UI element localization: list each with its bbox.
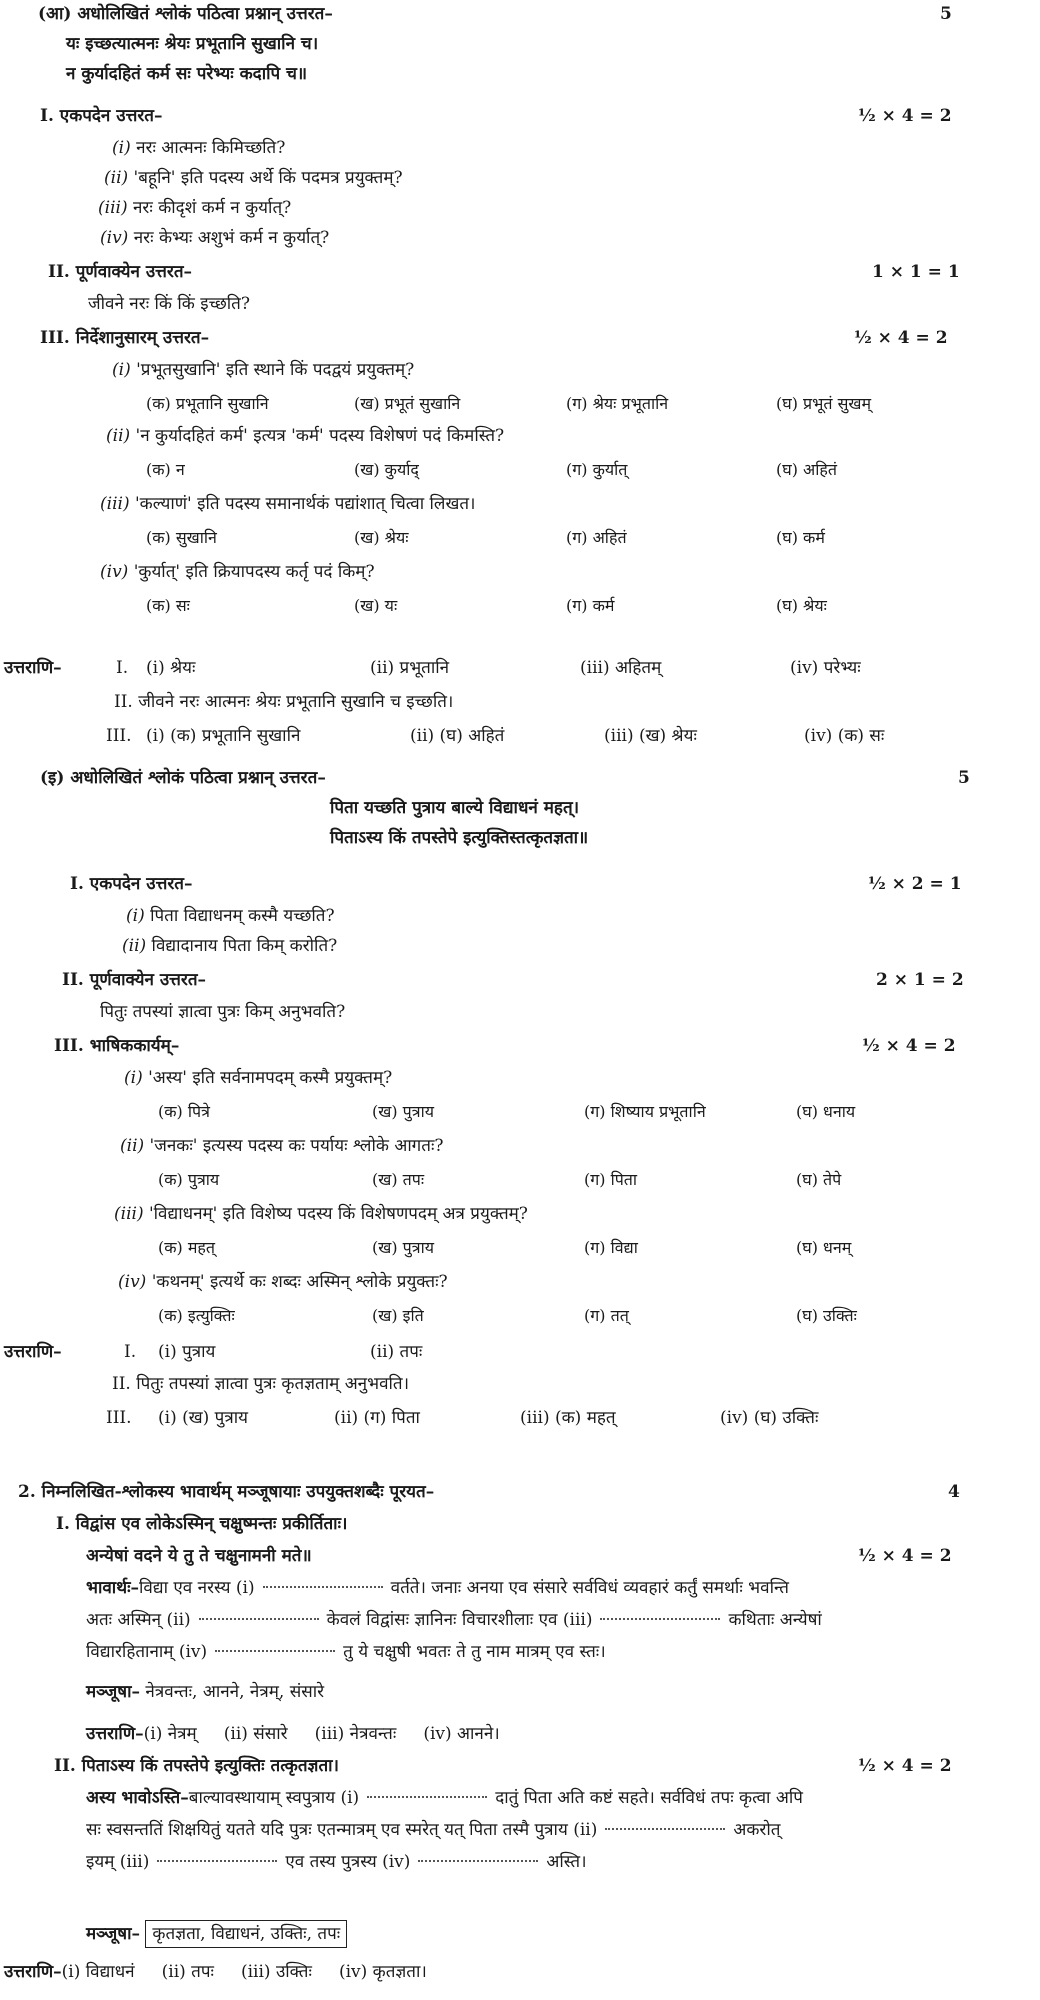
verse-line: अन्येषां वदने ये तु ते चक्षुनामनी मते॥: [86, 1546, 312, 1566]
option: (ख) पुत्राय: [372, 1102, 435, 1121]
option: (घ) धनम्: [796, 1238, 852, 1257]
answer-item: (iv) (क) सः: [804, 726, 885, 746]
question-label: II. पूर्णवाक्येन उत्तरत–: [62, 970, 207, 990]
answer-item: (iii) (ख) श्रेयः: [604, 726, 697, 746]
option: (ग) तत्: [584, 1306, 629, 1325]
answers-line: उत्तराणि–(i) नेत्रम् (ii) संसारे (iii) नेत्रवन्तः (iv) आनने।: [86, 1724, 500, 1744]
sub-question: (ii) 'बहूनि' इति पदस्य अर्थे किं पदमत्र प्रयुक्तम्?: [104, 168, 403, 188]
option: (घ) उक्तिः: [796, 1306, 857, 1325]
question-marks: ½ × 2 = 1: [868, 874, 962, 894]
option: (क) महत्: [158, 1238, 216, 1257]
verse-line: पिता यच्छति पुत्राय बाल्ये विद्याधनं महत्।: [330, 798, 580, 818]
option: (घ) तेपे: [796, 1170, 842, 1189]
answer-text: II. पितुः तपस्यां ज्ञात्वा पुत्रः कृतज्ञताम् अनुभवति।: [112, 1374, 410, 1394]
option: (ग) कर्म: [566, 596, 615, 615]
sub-question: (iv) नरः केभ्यः अशुभं कर्म न कुर्यात्?: [100, 228, 330, 248]
option: (ग) श्रेयः प्रभूतानि: [566, 394, 669, 413]
bhavarth-line: अतः अस्मिन् (ii) केवलं विद्वांसः ज्ञानिनः विचारशीलाः एव (iii) कथिताः अन्येषां: [86, 1610, 822, 1630]
option: (घ) प्रभूतं सुखम्: [776, 394, 872, 413]
sub-question: (iii) 'कल्याणं' इति पदस्य समानार्थकं पद्यांशात् चित्वा लिखत।: [100, 494, 476, 514]
option: (ग) कुर्यात्: [566, 460, 628, 479]
question-label: I. एकपदेन उत्तरत–: [70, 874, 193, 894]
question-marks: ½ × 4 = 2: [854, 328, 948, 348]
option: (घ) धनाय: [796, 1102, 856, 1121]
option: (ग) शिष्याय प्रभूतानि: [584, 1102, 706, 1121]
option: (ख) तपः: [372, 1170, 425, 1189]
sub-question: (i) पिता विद्याधनम् कस्मै यच्छति?: [126, 906, 335, 926]
sub-question: (ii) विद्यादानाय पिता किम् करोति?: [122, 936, 338, 956]
option: (घ) श्रेयः: [776, 596, 827, 615]
option: (ख) इति: [372, 1306, 424, 1325]
sub-question: (ii) 'न कुर्यादहितं कर्म' इत्यत्र 'कर्म' पदस्य विशेषणं पदं किमस्ति?: [106, 426, 505, 446]
option: (घ) कर्म: [776, 528, 825, 547]
section-aa-marks: 5: [940, 4, 952, 24]
blank-field[interactable]: [418, 1850, 538, 1862]
question-2-heading: 2. निम्नलिखित-श्लोकस्य भावार्थम् मञ्जूषायाः उपयुक्तशब्दैः पूरयत–: [18, 1482, 435, 1502]
option: (ख) श्रेयः: [354, 528, 409, 547]
sub-question: (iii) नरः कीदृशं कर्म न कुर्यात्?: [98, 198, 292, 218]
bhavarth-line: भावार्थः–विद्या एव नरस्य (i) वर्तते। जनाः अनया एव संसारे सर्वविधं व्यवहारं कर्तुं समर्थाः भवन्ति: [86, 1578, 789, 1598]
answer-item: (iv) (घ) उक्तिः: [720, 1408, 819, 1428]
question-label: II. पूर्णवाक्येन उत्तरत–: [48, 262, 193, 282]
sub-question: (i) 'अस्य' इति सर्वनामपदम् कस्मै प्रयुक्तम्?: [124, 1068, 393, 1088]
option: (क) सः: [146, 596, 190, 615]
option: (क) सुखानि: [146, 528, 217, 547]
question-marks: ½ × 4 = 2: [858, 106, 952, 126]
answers-label: उत्तराणि–: [4, 1342, 62, 1362]
answer-item: (i) (ख) पुत्राय: [158, 1408, 248, 1428]
part-marks: ½ × 4 = 2: [858, 1756, 952, 1776]
sub-question: (i) 'प्रभूतसुखानि' इति स्थाने किं पदद्वयं प्रयुक्तम्?: [112, 360, 415, 380]
question-marks: 2 × 1 = 2: [876, 970, 964, 990]
manjusha-box: कृतज्ञता, विद्याधनं, उक्तिः, तपः: [145, 1920, 347, 1948]
option: (क) इत्युक्तिः: [158, 1306, 235, 1325]
answer-item: (ii) (ग) पिता: [334, 1408, 420, 1428]
verse-line: II. पिताऽस्य किं तपस्तेपे इत्युक्तिः तत्कृतज्ञता।: [54, 1756, 339, 1776]
answer-item: (i) (क) प्रभूतानि सुखानि: [146, 726, 301, 746]
question-text: जीवने नरः किं किं इच्छति?: [88, 294, 250, 314]
option: (ग) अहितं: [566, 528, 627, 547]
answer-item: (iv) परेभ्यः: [790, 658, 861, 678]
bhavarth-line: इयम् (iii) एव तस्य पुत्रस्य (iv) अस्ति।: [86, 1852, 587, 1872]
verse-line: न कुर्यादहितं कर्म सः परेभ्यः कदापि च॥: [66, 64, 308, 84]
answer-item: (ii) तपः: [370, 1342, 423, 1362]
bhavarth-line: सः स्वसन्ततिं शिक्षयितुं यतते यदि पुत्रः एतन्मात्रम् एव स्मरेत् यत् पिता तस्मै पुत्राय (ii) अकरोत्: [86, 1820, 781, 1840]
section-i-heading: (इ) अधोलिखितं श्लोकं पठित्वा प्रश्नान् उत्तरत–: [40, 768, 326, 788]
answer-item: (i) पुत्राय: [158, 1342, 216, 1362]
sub-question: (iv) 'कुर्यात्' इति क्रियापदस्य कर्तृ पदं किम्?: [100, 562, 375, 582]
option: (ख) प्रभूतं सुखानि: [354, 394, 461, 413]
sub-question: (iii) 'विद्याधनम्' इति विशेष्य पदस्य किं विशेषणपदम् अत्र प्रयुक्तम्?: [114, 1204, 528, 1224]
option: (ख) कुर्याद्: [354, 460, 419, 479]
question-label: I. एकपदेन उत्तरत–: [40, 106, 163, 126]
answer-item: (ii) (घ) अहितं: [410, 726, 505, 746]
part-marks: ½ × 4 = 2: [858, 1546, 952, 1566]
sub-question: (iv) 'कथनम्' इत्यर्थे कः शब्दः अस्मिन् श्लोके प्रयुक्तः?: [118, 1272, 448, 1292]
answers-label: उत्तराणि–: [4, 658, 62, 678]
manjusha: मञ्जूषा– नेत्रवन्तः, आनने, नेत्रम्, संसारे: [86, 1682, 325, 1702]
manjusha: मञ्जूषा– कृतज्ञता, विद्याधनं, उक्तिः, तपः: [86, 1920, 347, 1948]
option: (ख) पुत्राय: [372, 1238, 435, 1257]
option: (क) पित्रे: [158, 1102, 210, 1121]
answer-text: II. जीवने नरः आत्मनः श्रेयः प्रभूतानि सुखानि च इच्छति।: [114, 692, 454, 712]
answer-roman: I.: [116, 658, 129, 678]
answer-item: (ii) प्रभूतानि: [370, 658, 450, 678]
sub-question: (ii) 'जनकः' इत्यस्य पदस्य कः पर्यायः श्लोके आगतः?: [120, 1136, 444, 1156]
option: (ग) विद्या: [584, 1238, 638, 1257]
blank-field[interactable]: [157, 1850, 277, 1862]
verse-line: पिताऽस्य किं तपस्तेपे इत्युक्तिस्तत्कृतज्ञता॥: [330, 828, 589, 848]
option: (ख) यः: [354, 596, 398, 615]
bhavarth-line: विद्यारहितानाम् (iv) तु ये चक्षुषी भवतः ते तु नाम मात्रम् एव स्तः।: [86, 1642, 606, 1662]
option: (ग) पिता: [584, 1170, 638, 1189]
question-2-marks: 4: [948, 1482, 960, 1502]
bhavarth-line: अस्य भावोऽस्ति–बाल्यावस्थायाम् स्वपुत्राय (i) दातुं पिता अति कष्टं सहते। सर्वविधं तपः कृत्वा अपि: [86, 1788, 803, 1808]
blank-field[interactable]: [367, 1786, 487, 1798]
blank-field[interactable]: [199, 1608, 319, 1620]
answer-item: (i) श्रेयः: [146, 658, 196, 678]
section-i-marks: 5: [958, 768, 970, 788]
question-text: पितुः तपस्यां ज्ञात्वा पुत्रः किम् अनुभवति?: [100, 1002, 346, 1022]
option: (क) प्रभूतानि सुखानि: [146, 394, 269, 413]
answer-roman: III.: [106, 1408, 132, 1428]
answer-item: (iii) अहितम्: [580, 658, 662, 678]
answers-line: उत्तराणि–(i) विद्याधनं (ii) तपः (iii) उक्तिः (iv) कृतज्ञता।: [4, 1962, 427, 1982]
verse-line: I. विद्वांस एव लोकेऽस्मिन् चक्षुष्मन्तः प्रकीर्तिताः।: [56, 1514, 348, 1534]
answer-roman: III.: [106, 726, 132, 746]
option: (क) पुत्राय: [158, 1170, 220, 1189]
option: (घ) अहितं: [776, 460, 838, 479]
verse-line: यः इच्छत्यात्मनः श्रेयः प्रभूतानि सुखानि च।: [66, 34, 319, 54]
answer-roman: I.: [124, 1342, 137, 1362]
blank-field[interactable]: [605, 1818, 725, 1830]
sub-question: (i) नरः आत्मनः किमिच्छति?: [112, 138, 286, 158]
answer-item: (iii) (क) महत्: [520, 1408, 616, 1428]
blank-field[interactable]: [600, 1608, 720, 1620]
question-marks: ½ × 4 = 2: [862, 1036, 956, 1056]
blank-field[interactable]: [263, 1576, 383, 1588]
option: (क) न: [146, 460, 185, 479]
question-marks: 1 × 1 = 1: [872, 262, 960, 282]
question-label: III. भाषिककार्यम्–: [54, 1036, 180, 1056]
section-aa-heading: (आ) अधोलिखितं श्लोकं पठित्वा प्रश्नान् उत्तरत–: [38, 4, 333, 24]
blank-field[interactable]: [215, 1640, 335, 1652]
question-label: III. निर्देशानुसारम् उत्तरत–: [40, 328, 210, 348]
